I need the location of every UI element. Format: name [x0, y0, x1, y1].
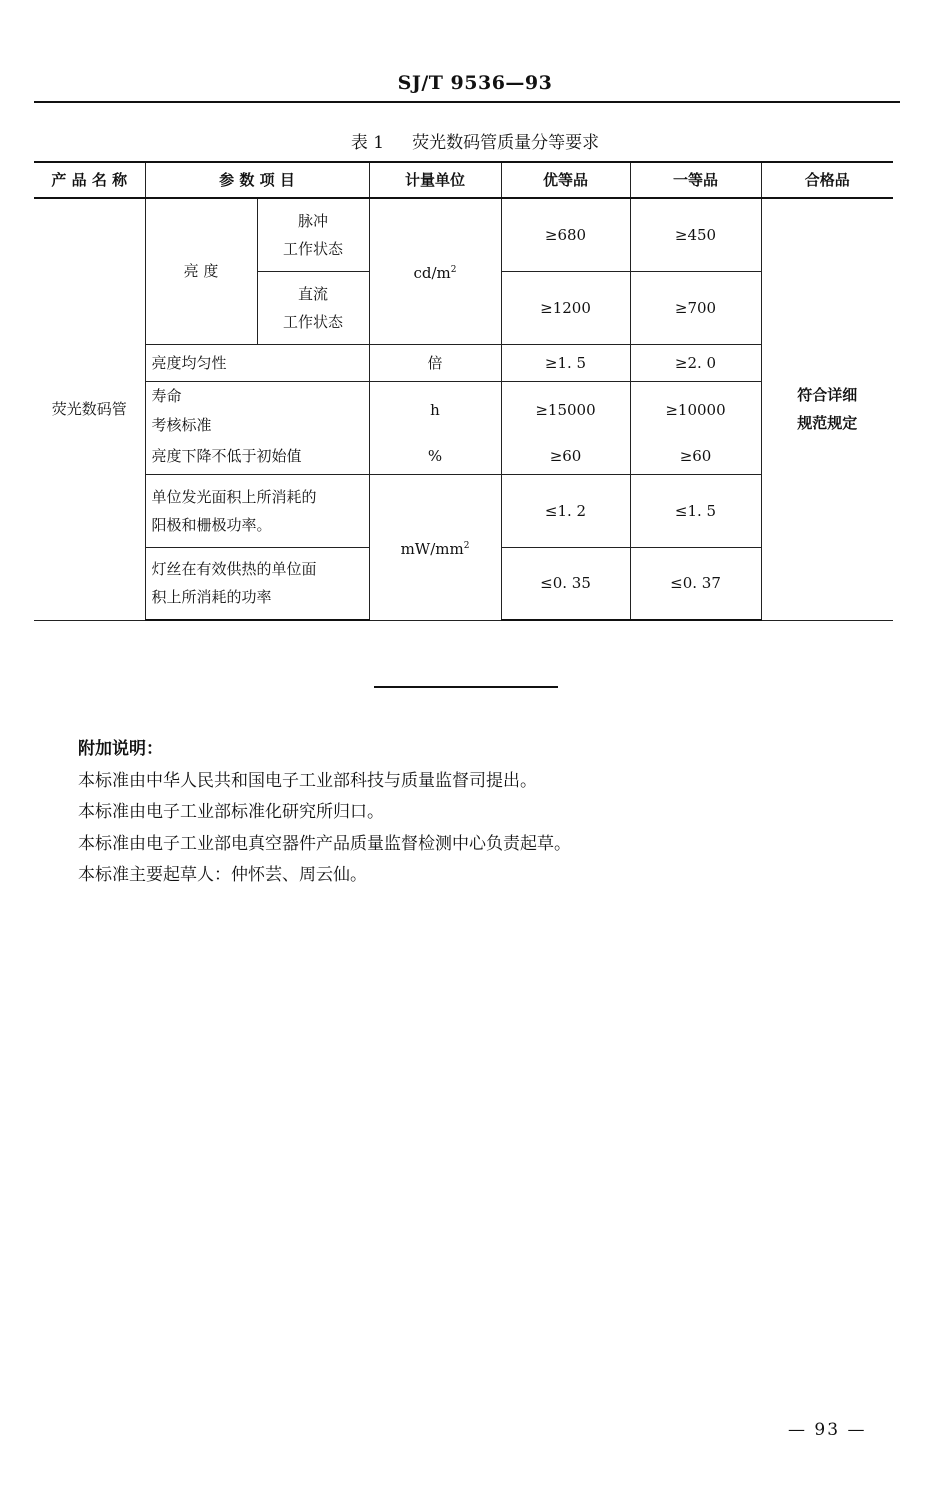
uniformity-unit: 倍: [369, 344, 501, 381]
page-number: — 93 —: [788, 1420, 867, 1440]
power-filament-first: ≤0. 37: [630, 547, 761, 620]
life-label: 寿命: [145, 381, 369, 410]
life-superior-pct: ≥60: [501, 439, 630, 474]
table-number: 表 1: [350, 133, 385, 153]
brightness-pulse-first: ≥450: [630, 198, 761, 271]
uniformity-label: 亮度均匀性: [145, 344, 369, 381]
power-filament-superior: ≤0. 35: [501, 547, 630, 620]
col-product-name: 产 品 名 称: [34, 162, 145, 198]
power-anode-first: ≤1. 5: [630, 474, 761, 547]
life-criterion-detail: 亮度下降不低于初始值: [145, 439, 369, 474]
life-unit-pct: %: [369, 439, 501, 474]
col-parameter: 参 数 项 目: [145, 162, 369, 198]
col-qualified: 合格品: [761, 162, 893, 198]
col-first: 一等品: [630, 162, 761, 198]
life-unit-h: h: [369, 381, 501, 439]
table-caption: [0, 128, 950, 153]
end-rule: [374, 686, 558, 688]
quality-grade-table: [34, 161, 893, 621]
additional-notes: [78, 734, 878, 892]
brightness-unit: $cd/m^2$: [369, 198, 501, 344]
notes-line: 本标准主要起草人：仲怀芸、周云仙。: [78, 865, 367, 885]
uniformity-superior: ≥1. 5: [501, 344, 630, 381]
brightness-pulse-cond: 脉冲 工作状态: [257, 198, 369, 271]
qualified-cell: 符合详细 规范规定: [761, 198, 893, 620]
standard-code: SJ/T 9536—93: [397, 72, 553, 94]
table-row: [34, 198, 893, 271]
power-filament-label: 灯丝在有效供热的单位面 积上所消耗的功率: [145, 547, 369, 620]
notes-line: 本标准由中华人民共和国电子工业部科技与质量监督司提出。: [78, 770, 537, 791]
header-rule: [34, 101, 900, 103]
brightness-dc-superior: ≥1200: [501, 271, 630, 344]
brightness-dc-first: ≥700: [630, 271, 761, 344]
power-unit: $mW/mm^2$: [369, 474, 501, 620]
life-criterion: 考核标准: [145, 410, 369, 439]
notes-line: 本标准由电子工业部标准化研究所归口。: [78, 802, 384, 822]
life-first-pct: ≥60: [630, 439, 761, 474]
col-superior: 优等品: [501, 162, 630, 198]
brightness-dc-cond: 直流 工作状态: [257, 271, 369, 344]
brightness-label: 亮 度: [145, 198, 257, 344]
table-header-row: [34, 162, 893, 198]
life-first-h: ≥10000: [630, 381, 761, 439]
life-superior-h: ≥15000: [501, 381, 630, 439]
notes-title: 附加说明：: [78, 739, 163, 759]
power-anode-label: 单位发光面积上所消耗的 阳极和栅极功率。: [145, 474, 369, 547]
uniformity-first: ≥2. 0: [630, 344, 761, 381]
product-cell: 荧光数码管: [34, 198, 145, 620]
col-unit: 计量单位: [369, 162, 501, 198]
brightness-pulse-superior: ≥680: [501, 198, 630, 271]
power-anode-superior: ≤1. 2: [501, 474, 630, 547]
table-title: 荧光数码管质量分等要求: [412, 133, 600, 153]
notes-line: 本标准由电子工业部电真空器件产品质量监督检测中心负责起草。: [78, 833, 571, 854]
